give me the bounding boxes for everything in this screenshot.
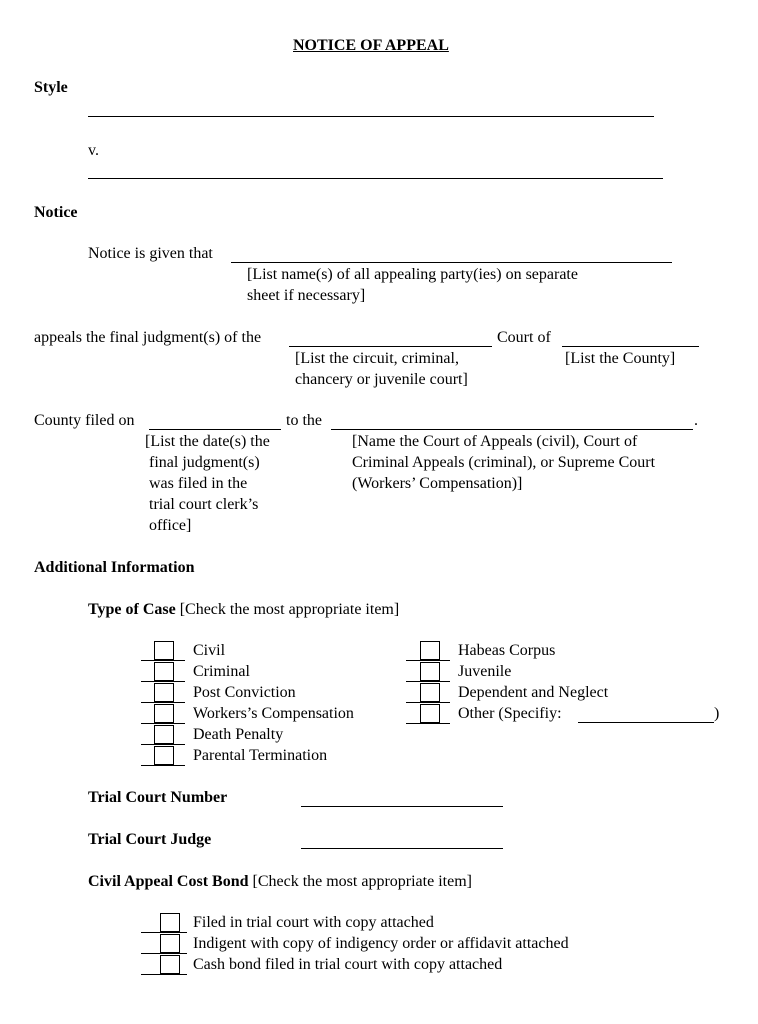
cost-bond-hint: [Check the most appropriate item] [252,873,472,890]
cost-bond-row [88,872,472,892]
checkbox-dependent-neglect[interactable] [420,683,440,702]
checkbox-indigent[interactable] [160,934,180,953]
date-hint-line: was filed in the [149,475,248,492]
parties-hint-line-2: sheet if necessary] [247,287,366,304]
checkbox-underline [141,744,185,745]
case-type-post-conviction-label: Post Conviction [193,684,296,701]
checkbox-parental-termination[interactable] [154,746,174,765]
cost-bond-filed-label: Filed in trial court with copy attached [193,914,434,931]
cost-bond-cash-label: Cash bond filed in trial court with copy attached [193,956,503,973]
trial-court-number-field[interactable] [301,806,503,807]
judgment-date-field[interactable] [149,429,281,430]
checkbox-underline [141,702,185,703]
trial-court-judge-label: Trial Court Judge [88,831,212,848]
court-of-text: Court of [497,329,551,346]
date-hint-line: final judgment(s) [149,454,260,471]
appellee-style-field[interactable] [88,178,663,179]
appeals-judgment-text: appeals the final judgment(s) of the [34,329,262,346]
cost-bond-label: Civil Appeal Cost Bond [88,873,249,890]
checkbox-criminal[interactable] [154,662,174,681]
checkbox-underline [406,660,450,661]
checkbox-other[interactable] [420,704,440,723]
case-type-juvenile-label: Juvenile [458,663,512,680]
date-hint-line: trial court clerk’s [149,496,259,513]
checkbox-filed-in-trial-court[interactable] [160,913,180,932]
trial-court-number-label: Trial Court Number [88,789,228,806]
date-hint-line: [List the date(s) the [145,433,270,450]
cost-bond-indigent-label: Indigent with copy of indigency order or affidavit attached [193,935,569,952]
notice-heading: Notice [34,204,78,221]
checkbox-underline [141,932,187,933]
type-of-case-hint: [Check the most appropriate item] [179,601,400,618]
case-type-other-label: Other (Specifiy: [458,705,562,722]
appellant-style-field[interactable] [88,116,654,117]
type-of-case-label: Type of Case [88,601,176,618]
checkbox-underline [141,765,185,766]
checkbox-underline [141,723,185,724]
versus-label: v. [88,142,99,159]
case-type-habeas-corpus-label: Habeas Corpus [458,642,556,659]
type-of-case-row [88,600,399,620]
appeals-court-hint-line: (Workers’ Compensation)] [352,475,523,492]
checkbox-underline [141,953,187,954]
to-the-text: to the [286,412,322,429]
other-specify-field[interactable] [578,722,714,723]
period-text: . [694,412,698,429]
case-type-dependent-neglect-label: Dependent and Neglect [458,684,609,701]
county-field[interactable] [562,346,699,347]
additional-info-heading: Additional Information [34,559,195,576]
checkbox-underline [141,660,185,661]
case-type-parental-termination-label: Parental Termination [193,747,328,764]
checkbox-underline [406,723,450,724]
court-hint-line-1: [List the circuit, criminal, [295,350,459,367]
checkbox-underline [406,681,450,682]
appeals-court-hint-line: Criminal Appeals (criminal), or Supreme Court [352,454,656,471]
checkbox-death-penalty[interactable] [154,725,174,744]
case-type-death-penalty-label: Death Penalty [193,726,284,743]
checkbox-underline [141,681,185,682]
checkbox-post-conviction[interactable] [154,683,174,702]
style-heading: Style [34,79,68,96]
trial-court-judge-field[interactable] [301,848,503,849]
notice-given-text: Notice is given that [88,245,213,262]
trial-court-type-field[interactable] [289,346,492,347]
checkbox-civil[interactable] [154,641,174,660]
checkbox-cash-bond[interactable] [160,955,180,974]
date-hint-line: office] [149,517,192,534]
case-type-criminal-label: Criminal [193,663,250,680]
checkbox-underline [406,702,450,703]
appealing-parties-field[interactable] [231,262,672,263]
document-title: NOTICE OF APPEAL [293,37,449,54]
court-hint-line-2: chancery or juvenile court] [295,371,468,388]
county-hint: [List the County] [565,350,676,367]
other-close-paren: ) [714,705,720,722]
checkbox-juvenile[interactable] [420,662,440,681]
checkbox-workers-compensation[interactable] [154,704,174,723]
county-filed-text: County filed on [34,412,135,429]
checkbox-habeas-corpus[interactable] [420,641,440,660]
case-type-civil-label: Civil [193,642,226,659]
appellate-court-field[interactable] [331,429,693,430]
parties-hint-line-1: [List name(s) of all appealing party(ies) on separate [247,266,578,283]
case-type-workers-compensation-label: Workers’s Compensation [193,705,354,722]
checkbox-underline [141,974,187,975]
appeals-court-hint-line: [Name the Court of Appeals (civil), Court of [352,433,638,450]
